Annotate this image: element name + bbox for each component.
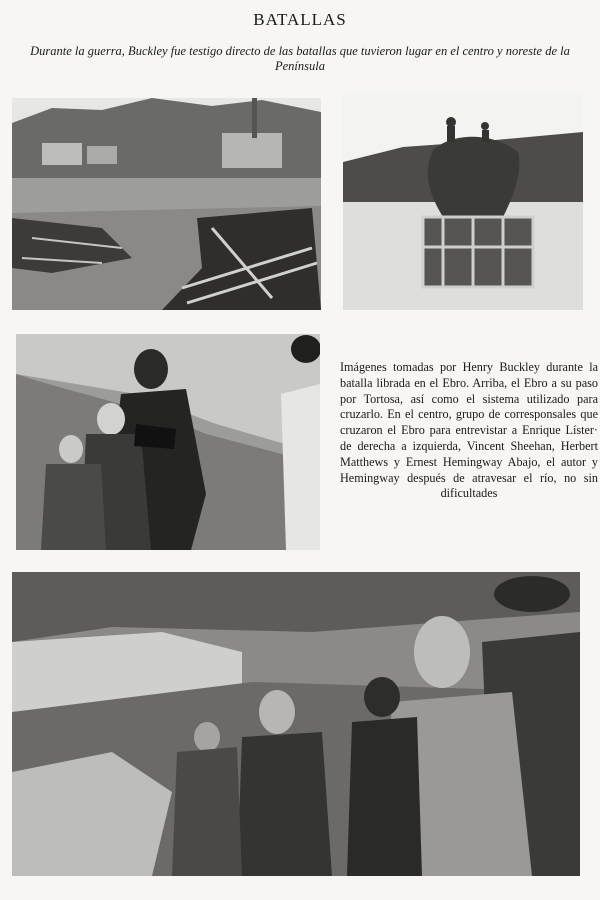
- photo-correspondents-group: [16, 334, 320, 550]
- photo-caption: Imágenes tomadas por Henry Buckley durante la batalla librada en el Ebro. Arriba, el Ebro a su paso por Tortosa, así como el sistema utilizado para cruzarlo. En el centro, grupo de corresponsales que cruzaron el Ebro para entrevistar a Enrique Líster· de derecha a izquierda, Vincent Sheehan, Herbert Matthews y Ernest Hemingway Abajo, el autor y Hemingway después de atravesar el río, no sin dificultades: [340, 360, 598, 501]
- photo-river-crossing-raft: [343, 92, 583, 310]
- intro-text: Durante la guerra, Buckley fue testigo directo de las batallas que tuvieron lugar en el centro y noreste de la Península: [30, 44, 570, 73]
- photo-author-and-hemingway: [12, 572, 580, 876]
- photo-tortosa-riverbank: [12, 98, 321, 310]
- page-heading: BATALLAS: [253, 10, 347, 29]
